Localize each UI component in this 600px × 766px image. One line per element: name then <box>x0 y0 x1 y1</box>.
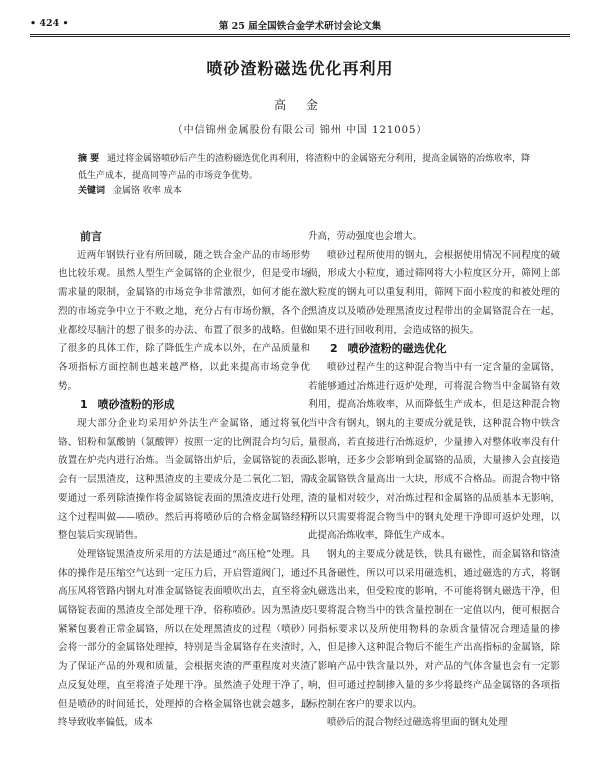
section-1-heading <box>58 396 310 415</box>
abstract-text: 通过将金属铬喷砂后产生的渣粉磁选优化再利用，将渣粉中的金属铬充分利用，提高金属铬的冶炼收率，降低生产成本，提高同等产品的市场竞争优势。 <box>78 154 531 181</box>
section-2-paragraph-1: 喷砂过程产生的这种混合物当中有一定含量的金属铬，若能够通过冶炼进行返炉处理，可将混合物当中金属铬有效利用，提高冶炼收率，从而降低生产成本，但是这种混合物当中含有钢丸，钢丸的主要成分就是铁，这种混合物中铁含量很高，若直接进行冶炼返炉，少量掺入对整体收率没有什么影响，还多少会影响到金属铬的品质，大量掺入会直接造成金属铬铁含量高出一大块，形成不合格品。而混合物中铬渣的量相对较少，对冶炼过程和金属铬的品质基本无影响，所以只需要将混合物当中的钢丸处理干净即可返炉处理，以此提高冶炼收率，降低生产成本。 <box>308 361 560 542</box>
section-1-paragraph-2: 处理铬锭黑渣皮所采用的方法是通过“高压枪”处理。具体的操作是压缩空气达到一定压力后，开启管道阀门，通过高压风将管路内钢丸对准金属铬锭表面喷吹出去，直至将金属铬锭表面的黑渣皮全部处理干净，俗称喷砂。因为黑渣皮紧紧包裹着正常金属铬，所以在处理黑渣皮的过程（喷砂）会将一部分的金属铬处理掉，特别是当金属铬存在夹渣时，为了保证产品的外观和质量，会根据夹渣的严重程度对夹渣点反复处理，直至将渣子处理干净。虽然渣子处理干净了，但是喷砂的时间延长，处理掉的合格金属铬也就会越多，最终导致收率偏低，成本 <box>58 548 310 729</box>
affiliation: （中信锦州金属股份有限公司 锦州 中国 121005） <box>172 125 428 136</box>
paper-title: 喷砂渣粉磁选优化再利用 <box>206 59 394 78</box>
author: 高 金 <box>274 98 326 112</box>
section-1-title: 喷砂渣粉的形成 <box>97 398 175 412</box>
section-2-paragraph-3: 喷砂后的混合物经过磁选将里面的钢丸处理 <box>327 717 508 729</box>
section-1-paragraph-1: 现大部分企业均采用炉外法生产金属铬，通过将氧化铬、铝粉和氯酸钠（氯酸钾）按照一定的比例混合均匀后，放置在炉壳内进行冶炼。当金属铬出炉后，金属铬锭的表面会有一层黑渣皮，这种黑渣皮的主要成分是二氧化二铝，需要通过一系列除渣操作将金属铬锭表面的黑渣皮进行处理，这个过程叫做——喷砂。然后再将喷砂后的合格金属铬经精整包装后实现销售。 <box>58 418 310 542</box>
keywords <box>78 184 534 198</box>
conference-title: 第 25 届全国铁合金学术研讨会论文集 <box>218 21 382 32</box>
abstract <box>78 151 534 185</box>
continued-paragraph: 升高，劳动强度也会增大。 <box>308 231 423 242</box>
keywords-label: 关键词 <box>78 186 106 196</box>
right-column <box>308 228 560 733</box>
section-2-number: 2 <box>330 342 338 356</box>
preface-heading: 前言 <box>80 230 102 243</box>
running-header <box>30 18 570 34</box>
section-2-heading <box>308 340 560 359</box>
abstract-label: 摘 要 <box>78 154 100 164</box>
preface-paragraph: 近两年钢铁行业有所回暖，随之铁合金产品的市场形势也比较乐观。虽然人型生产金属铬的企业很少，但是受市场需求量的限制，金属铬的市场竞争非常激烈，如何才能在激烈的市场竞争中立于不败之地，充分占有市场份额，各个企业都绞尽脑汁的想了很多的办法、布置了很多的战略。但做了很多的具体工作，除了降低生产成本以外，在产品质量和各项指标方面控制也越来越严格，以此来提高市场竞争优势。 <box>58 249 310 392</box>
keywords-text: 金属铬 收率 成本 <box>113 186 182 196</box>
page-number: • 424 • <box>30 18 69 29</box>
steel-shot-paragraph: 喷砂过程所使用的钢丸，会根据使用情况不同程度的破损，形成大小粒度，通过筛网将大小粒度区分开，筛网上部大粒度的钢丸可以重复利用，筛网下面小粒度的和被处理的黑渣皮以及喷砂处理黑渣皮过程带出的金属铬混合在一起，如果不进行回收利用，会造成铬的损失。 <box>308 249 560 336</box>
section-2-paragraph-2: 钢丸的主要成分就是铁，铁具有磁性，而金属铬和铬渣不具备磁性，所以可以采用磁选机，通过磁选的方式，将钢丸磁选出来，但受粒度的影响，不可能将钢丸磁选干净，但只要将混合物当中的铁含量控制在一定值以内，便可根据合同指标要求以及所使用物料的杂质含量情况合理适量的掺入，但是掺入这种混合物后不能生产出高指标的金属铬，除了影响产品中铁含量以外，对产品的气体含量也会有一定影响，但可通过控制掺入量的多少将最终产品金属铬的各项指标控制在客户的要求以内。 <box>308 548 560 710</box>
left-column <box>58 228 310 733</box>
section-1-number: 1 <box>80 398 88 412</box>
section-2-title: 喷砂渣粉的磁选优化 <box>347 342 447 356</box>
header-rule <box>30 34 570 37</box>
